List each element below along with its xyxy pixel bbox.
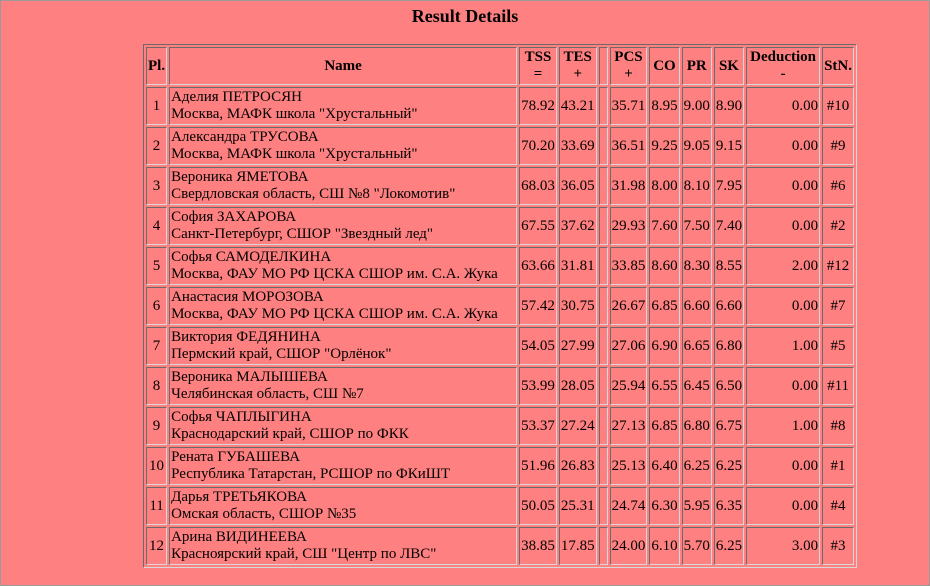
cell-skater xyxy=(169,487,517,525)
table-row xyxy=(146,447,854,485)
cell-tes: 27.24 xyxy=(559,407,597,445)
cell-start-number: #6 xyxy=(822,167,854,205)
cell-co: 6.85 xyxy=(649,407,679,445)
skater-name: Виктория ФЕДЯНИНА xyxy=(171,329,321,345)
cell-skater xyxy=(169,167,517,205)
cell-skater xyxy=(169,447,517,485)
cell-start-number: #5 xyxy=(822,327,854,365)
header-tes: TES + xyxy=(559,47,597,85)
cell-start-number: #9 xyxy=(822,127,854,165)
cell-co: 8.60 xyxy=(649,247,679,285)
skater-name: София ЗАХАРОВА xyxy=(171,209,297,225)
table-row xyxy=(146,527,854,565)
header-name: Name xyxy=(169,47,517,85)
cell-pr: 6.25 xyxy=(682,447,712,485)
cell-co: 6.85 xyxy=(649,287,679,325)
skater-name: Александра ТРУСОВА xyxy=(171,129,319,145)
cell-co: 9.25 xyxy=(649,127,679,165)
skater-club: Пермский край, СШОР "Орлёнок" xyxy=(171,346,392,362)
table-row xyxy=(146,127,854,165)
cell-pcs: 35.71 xyxy=(610,87,648,125)
cell-place: 12 xyxy=(146,527,167,565)
cell-place: 7 xyxy=(146,327,167,365)
header-stn: StN. xyxy=(822,47,854,85)
cell-spacer xyxy=(599,407,608,445)
cell-tss: 53.99 xyxy=(519,367,557,405)
results-table xyxy=(143,44,857,568)
cell-deduction: 0.00 xyxy=(746,127,820,165)
header-tss: TSS = xyxy=(519,47,557,85)
cell-tes: 28.05 xyxy=(559,367,597,405)
skater-name: Анастасия МОРОЗОВА xyxy=(171,289,324,305)
cell-pr: 6.45 xyxy=(682,367,712,405)
cell-spacer xyxy=(599,87,608,125)
table-row xyxy=(146,167,854,205)
cell-sk: 6.60 xyxy=(714,287,744,325)
cell-tss: 38.85 xyxy=(519,527,557,565)
cell-sk: 9.15 xyxy=(714,127,744,165)
cell-pr: 5.70 xyxy=(682,527,712,565)
table-row xyxy=(146,487,854,525)
cell-deduction: 1.00 xyxy=(746,327,820,365)
cell-tes: 26.83 xyxy=(559,447,597,485)
skater-name: Арина ВИДИНЕЕВА xyxy=(171,529,307,545)
header-co: CO xyxy=(649,47,679,85)
cell-pcs: 31.98 xyxy=(610,167,648,205)
cell-pcs: 25.94 xyxy=(610,367,648,405)
cell-pr: 7.50 xyxy=(682,207,712,245)
skater-club: Краснодарский край, СШОР по ФКК xyxy=(171,426,409,442)
skater-club: Свердловская область, СШ №8 "Локомотив" xyxy=(171,186,456,202)
cell-spacer xyxy=(599,207,608,245)
cell-co: 6.10 xyxy=(649,527,679,565)
cell-tes: 33.69 xyxy=(559,127,597,165)
header-pr: PR xyxy=(682,47,712,85)
cell-sk: 7.95 xyxy=(714,167,744,205)
cell-tss: 78.92 xyxy=(519,87,557,125)
cell-skater xyxy=(169,87,517,125)
cell-deduction: 0.00 xyxy=(746,447,820,485)
cell-place: 3 xyxy=(146,167,167,205)
cell-skater xyxy=(169,407,517,445)
cell-pr: 6.80 xyxy=(682,407,712,445)
cell-tss: 67.55 xyxy=(519,207,557,245)
cell-place: 1 xyxy=(146,87,167,125)
cell-pr: 6.65 xyxy=(682,327,712,365)
cell-skater xyxy=(169,327,517,365)
skater-name: Рената ГУБАШЕВА xyxy=(171,449,301,465)
cell-start-number: #11 xyxy=(822,367,854,405)
header-pcs: PCS + xyxy=(610,47,648,85)
cell-tss: 68.03 xyxy=(519,167,557,205)
cell-spacer xyxy=(599,487,608,525)
skater-club: Омская область, СШОР №35 xyxy=(171,506,357,522)
cell-co: 6.30 xyxy=(649,487,679,525)
table-header-row xyxy=(146,47,854,85)
cell-tes: 17.85 xyxy=(559,527,597,565)
cell-sk: 6.25 xyxy=(714,447,744,485)
cell-place: 5 xyxy=(146,247,167,285)
cell-deduction: 3.00 xyxy=(746,527,820,565)
skater-name: Вероника МАЛЫШЕВА xyxy=(171,369,328,385)
cell-tss: 54.05 xyxy=(519,327,557,365)
table-row xyxy=(146,207,854,245)
cell-tes: 36.05 xyxy=(559,167,597,205)
cell-sk: 7.40 xyxy=(714,207,744,245)
cell-deduction: 1.00 xyxy=(746,407,820,445)
cell-deduction: 0.00 xyxy=(746,287,820,325)
cell-place: 9 xyxy=(146,407,167,445)
cell-sk: 8.55 xyxy=(714,247,744,285)
cell-co: 7.60 xyxy=(649,207,679,245)
cell-pcs: 27.13 xyxy=(610,407,648,445)
cell-spacer xyxy=(599,367,608,405)
cell-pcs: 33.85 xyxy=(610,247,648,285)
cell-tes: 37.62 xyxy=(559,207,597,245)
skater-name: Аделия ПЕТРОСЯН xyxy=(171,89,302,105)
cell-start-number: #3 xyxy=(822,527,854,565)
cell-deduction: 0.00 xyxy=(746,487,820,525)
cell-sk: 6.35 xyxy=(714,487,744,525)
cell-start-number: #4 xyxy=(822,487,854,525)
cell-pr: 9.00 xyxy=(682,87,712,125)
cell-spacer xyxy=(599,527,608,565)
skater-club: Москва, ФАУ МО РФ ЦСКА СШОР им. С.А. Жука xyxy=(171,306,498,322)
cell-pr: 5.95 xyxy=(682,487,712,525)
cell-tss: 51.96 xyxy=(519,447,557,485)
cell-deduction: 2.00 xyxy=(746,247,820,285)
skater-club: Москва, МАФК школа "Хрустальный" xyxy=(171,146,418,162)
cell-tss: 63.66 xyxy=(519,247,557,285)
cell-start-number: #2 xyxy=(822,207,854,245)
cell-tes: 27.99 xyxy=(559,327,597,365)
cell-deduction: 0.00 xyxy=(746,207,820,245)
skater-name: Вероника ЯМЕТОВА xyxy=(171,169,309,185)
table-row xyxy=(146,327,854,365)
cell-start-number: #8 xyxy=(822,407,854,445)
cell-tes: 25.31 xyxy=(559,487,597,525)
cell-spacer xyxy=(599,327,608,365)
cell-tes: 43.21 xyxy=(559,87,597,125)
cell-tss: 53.37 xyxy=(519,407,557,445)
cell-start-number: #10 xyxy=(822,87,854,125)
skater-name: Софья САМОДЕЛКИНА xyxy=(171,249,332,265)
skater-club: Челябинская область, СШ №7 xyxy=(171,386,364,402)
table-row xyxy=(146,367,854,405)
cell-pcs: 26.67 xyxy=(610,287,648,325)
cell-skater xyxy=(169,127,517,165)
header-sk: SK xyxy=(714,47,744,85)
skater-name: Дарья ТРЕТЬЯКОВА xyxy=(171,489,307,505)
header-spacer xyxy=(599,47,608,85)
cell-place: 2 xyxy=(146,127,167,165)
cell-pr: 8.30 xyxy=(682,247,712,285)
cell-pcs: 36.51 xyxy=(610,127,648,165)
cell-spacer xyxy=(599,287,608,325)
cell-place: 10 xyxy=(146,447,167,485)
cell-pcs: 27.06 xyxy=(610,327,648,365)
cell-deduction: 0.00 xyxy=(746,167,820,205)
cell-co: 6.55 xyxy=(649,367,679,405)
cell-skater xyxy=(169,247,517,285)
cell-sk: 6.75 xyxy=(714,407,744,445)
page-title: Result Details xyxy=(411,6,519,26)
cell-place: 11 xyxy=(146,487,167,525)
cell-tss: 50.05 xyxy=(519,487,557,525)
cell-tes: 30.75 xyxy=(559,287,597,325)
cell-place: 6 xyxy=(146,287,167,325)
cell-spacer xyxy=(599,247,608,285)
cell-skater xyxy=(169,367,517,405)
cell-pcs: 24.00 xyxy=(610,527,648,565)
cell-pcs: 25.13 xyxy=(610,447,648,485)
cell-spacer xyxy=(599,167,608,205)
cell-pcs: 29.93 xyxy=(610,207,648,245)
cell-pcs: 24.74 xyxy=(610,487,648,525)
cell-co: 8.95 xyxy=(649,87,679,125)
cell-co: 8.00 xyxy=(649,167,679,205)
table-row xyxy=(146,407,854,445)
cell-place: 4 xyxy=(146,207,167,245)
cell-spacer xyxy=(599,447,608,485)
cell-pr: 9.05 xyxy=(682,127,712,165)
cell-start-number: #12 xyxy=(822,247,854,285)
skater-name: Софья ЧАПЛЫГИНА xyxy=(171,409,312,425)
cell-sk: 6.50 xyxy=(714,367,744,405)
cell-sk: 6.80 xyxy=(714,327,744,365)
table-row xyxy=(146,247,854,285)
cell-tss: 57.42 xyxy=(519,287,557,325)
skater-club: Красноярский край, СШ "Центр по ЛВС" xyxy=(171,546,437,562)
cell-skater xyxy=(169,207,517,245)
cell-sk: 6.25 xyxy=(714,527,744,565)
cell-tes: 31.81 xyxy=(559,247,597,285)
skater-club: Республика Татарстан, РСШОР по ФКиШТ xyxy=(171,466,451,482)
cell-start-number: #1 xyxy=(822,447,854,485)
skater-club: Москва, МАФК школа "Хрустальный" xyxy=(171,106,418,122)
header-deduction: Deduction - xyxy=(746,47,820,85)
cell-start-number: #7 xyxy=(822,287,854,325)
table-row xyxy=(146,87,854,125)
skater-club: Санкт-Петербург, СШОР "Звездный лед" xyxy=(171,226,434,242)
cell-co: 6.90 xyxy=(649,327,679,365)
cell-skater xyxy=(169,527,517,565)
cell-pr: 6.60 xyxy=(682,287,712,325)
table-row xyxy=(146,287,854,325)
cell-sk: 8.90 xyxy=(714,87,744,125)
cell-skater xyxy=(169,287,517,325)
cell-spacer xyxy=(599,127,608,165)
cell-co: 6.40 xyxy=(649,447,679,485)
skater-club: Москва, ФАУ МО РФ ЦСКА СШОР им. С.А. Жука xyxy=(171,266,498,282)
cell-deduction: 0.00 xyxy=(746,87,820,125)
cell-deduction: 0.00 xyxy=(746,367,820,405)
cell-tss: 70.20 xyxy=(519,127,557,165)
cell-pr: 8.10 xyxy=(682,167,712,205)
cell-place: 8 xyxy=(146,367,167,405)
header-pl: Pl. xyxy=(146,47,167,85)
